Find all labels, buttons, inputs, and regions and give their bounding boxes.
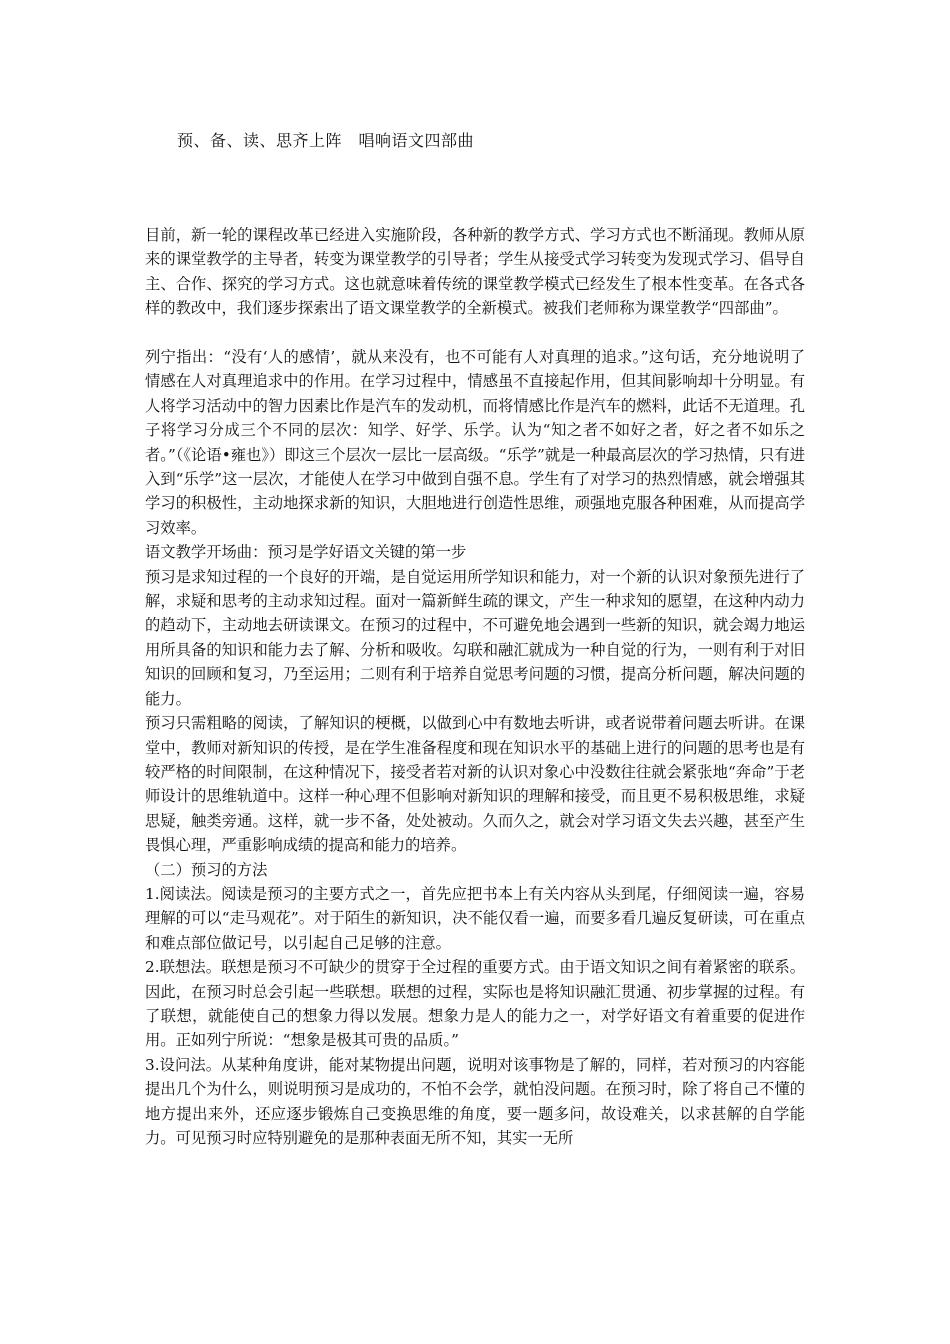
paragraph-method-reading: 1.阅读法。阅读是预习的主要方式之一，首先应把书本上有关内容从头到尾，仔细阅读一遍，容易理解的可以“走马观花”。对于陌生的新知识，决不能仅看一遍，而要多看几遍反复研读，可在重点和难点部位做记号，以引起自己足够的注意。 — [145, 884, 805, 952]
section-heading-preview: 语文教学开场曲：预习是学好语文关键的第一步 — [145, 543, 467, 562]
paragraph-lenin-quote: 列宁指出：“没有‘人的感情’，就从来没有，也不可能有人对真理的追求。”这句话，充分地说明了情感在人对真理追求中的作用。在学习过程中，情感虽不直接起作用，但其间影响却十分明显。有人将学习活动中的智力因素比作是汽车的发动机，而将情感比作是汽车的燃料，此话不无道理。孔子将学习分成三个不同的层次：知学、好学、乐学。认为“知之者不如好之者，好之者不如乐之者。”（《论语•雍也》）即这三个层次一层比一层高级。“乐学”就是一种最高层次的学习热情，只有进入到“乐学”这一层次，才能使人在学习中做到自强不息。学生有了对学习的热烈情感，就会增强其学习的积极性，主动地探求新的知识，大胆地进行创造性思维，顽强地克服各种困难，从而提高学习效率。 — [145, 348, 805, 537]
document-title: 预、备、读、思齐上阵 唱响语文四部曲 — [177, 131, 475, 150]
paragraph-gap — [145, 321, 805, 345]
paragraph-method-questioning: 3.设问法。从某种角度讲，能对某物提出问题，说明对该事物是了解的，同样，若对预习的内容能提出几个为什么，则说明预习是成功的，不怕不会学，就怕没问题。在预习时，除了将自己不懂的地方提出来外，还应逐步锻炼自己变换思维的角度，要一题多问，故设难关，以求甚解的自学能力。可见预习时应特别避免的是那种表面无所不知，其实一无所 — [145, 1055, 805, 1148]
paragraph-preview-reading: 预习只需粗略的阅读，了解知识的梗概，以做到心中有数地去听讲，或者说带着问题去听讲。在课堂中，教师对新知识的传授，是在学生准备程度和现在知识水平的基础上进行的问题的思考也是有较严格的时间限制，在这种情况下，接受者若对新的认识对象心中没数往往就会紧张地“奔命”于老师设计的思维轨道中。这样一种心理不但影响对新知识的理解和接受，而且更不易积极思维，求疑思疑，触类旁通。这样，就一步不备，处处被动。久而久之，就会对学习语文失去兴趣，甚至产生畏惧心理，严重影响成绩的提高和能力的培养。 — [145, 714, 805, 855]
document-body — [145, 223, 805, 1150]
paragraph-preview-start: 预习是求知过程的一个良好的开端，是自觉运用所学知识和能力，对一个新的认识对象预先进行了解，求疑和思考的主动求知过程。面对一篇新鲜生疏的课文，产生一种求知的愿望，在这种内动力的趋动下，主动地去研读课文。在预习的过程中，不可避免地会遇到一些新的知识，就会竭力地运用所具备的知识和能力去了解、分析和吸收。勾联和融汇就成为一种自觉的行为，一则有利于对旧知识的回顾和复习，乃至运用；二则有利于培养自觉思考问题的习惯，提高分析问题，解决问题的能力。 — [145, 567, 805, 708]
section-heading-methods: （二）预习的方法 — [145, 860, 268, 879]
paragraph-method-association: 2.联想法。联想是预习不可缺少的贯穿于全过程的重要方式。由于语文知识之间有着紧密的联系。因此，在预习时总会引起一些联想。联想的过程，实际也是将知识融汇贯通、初步掌握的过程。有了联想，就能使自己的想象力得以发展。想象力是人的能力之一，对学好语文有着重要的促进作用。正如列宁所说：“想象是极其可贵的品质。” — [145, 958, 805, 1050]
paragraph-intro: 目前，新一轮的课程改革已经进入实施阶段，各种新的教学方式、学习方式也不断涌现。教师从原来的课堂教学的主导者，转变为课堂教学的引导者；学生从接受式学习转变为发现式学习、倡导自主、合作、探究的学习方式。这也就意味着传统的课堂教学模式已经发生了根本性变革。在各式各样的教改中，我们逐步探索出了语文课堂教学的全新模式。被我们老师称为课堂教学“四部曲”。 — [145, 226, 805, 318]
